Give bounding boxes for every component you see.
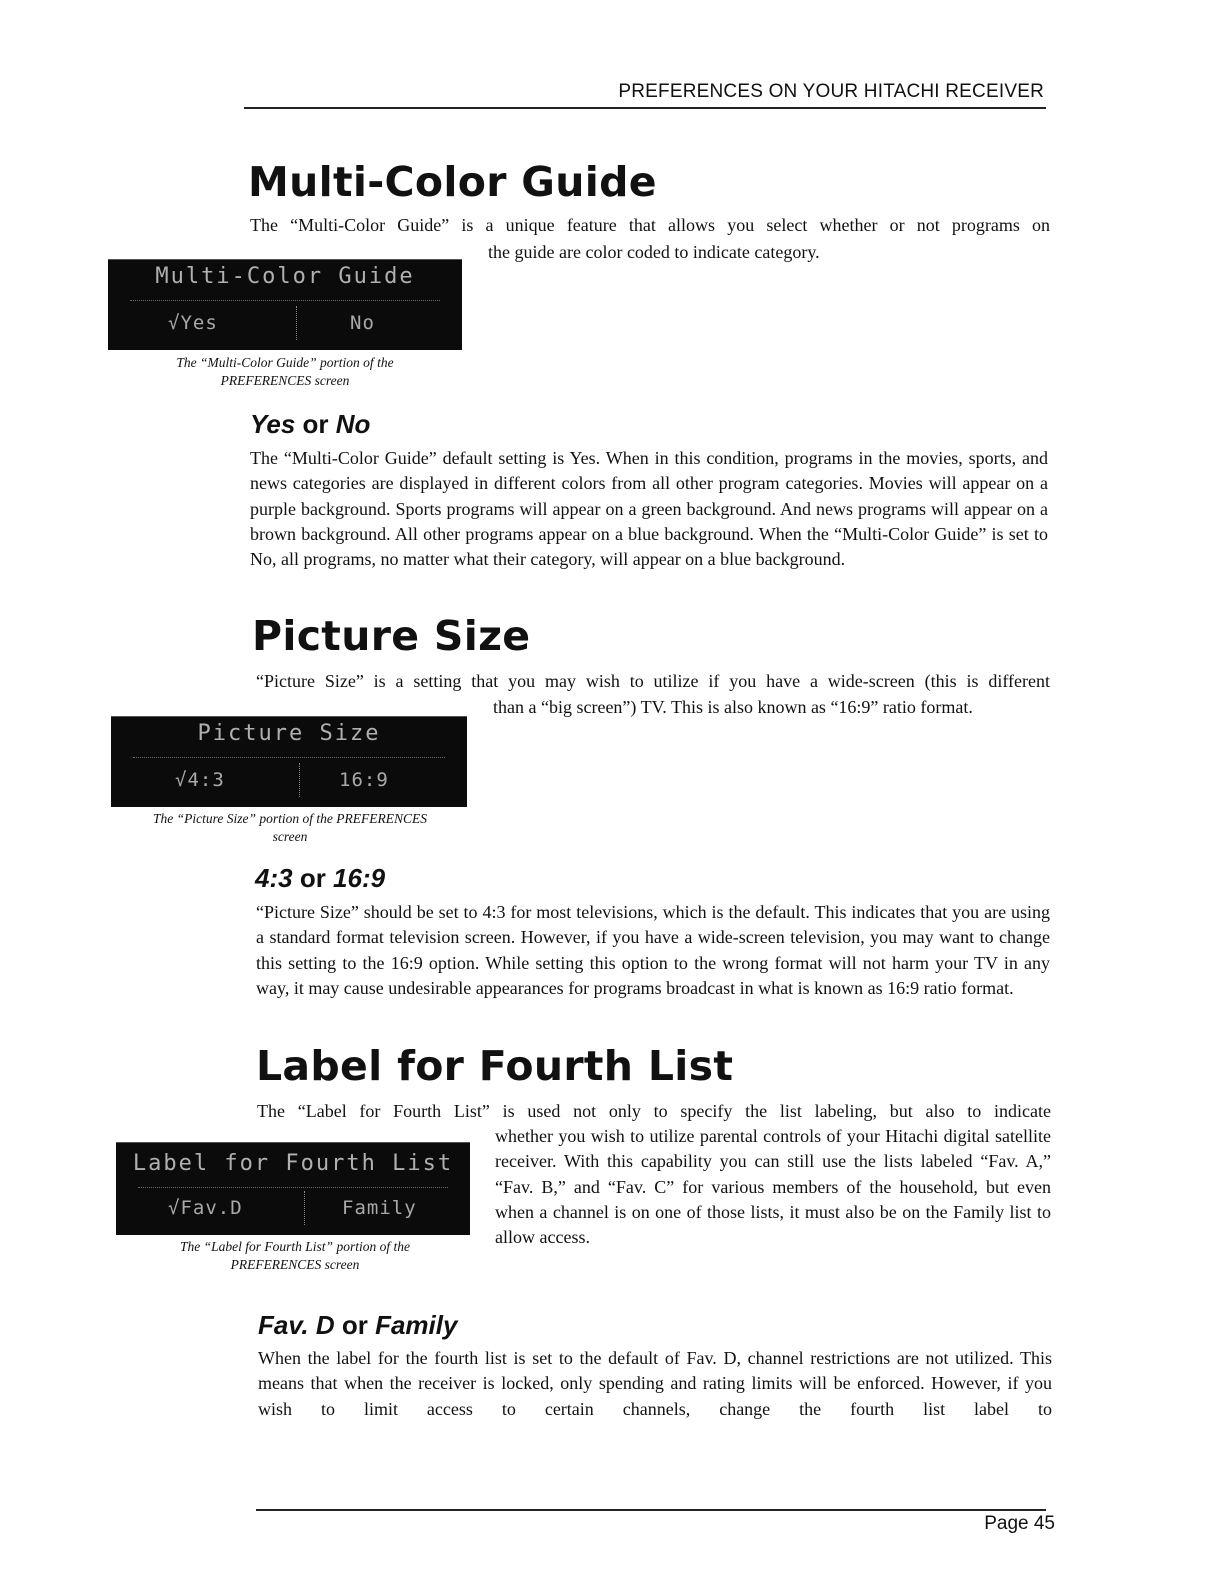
picturesize-caption-line2: screen	[272, 829, 308, 844]
multicolor-caption-line2: PREFERENCES screen	[220, 373, 350, 388]
osd-title: Multi-Color Guide	[155, 264, 415, 289]
section-title-multicolor-guide: Multi-Color Guide	[248, 158, 657, 206]
fourthlist-caption-line2: PREFERENCES screen	[230, 1257, 360, 1272]
fourthlist-caption-line1: The “Label for Fourth List” portion of the	[180, 1239, 410, 1254]
fourthlist-intro-rest: whether you wish to utilize parental controls of your Hitachi digital satellite receiver. With this capability you can still use the lists labeled “Fav. A,” “Fav. B,” and “Fav. C” for various members of the household, but even when a channel is on one of those lists, it must also be on the Family list to allow access.	[495, 1126, 1051, 1248]
subheading-option-b: Family	[375, 1310, 458, 1340]
label-fourth-list-osd-panel	[116, 1142, 470, 1235]
section-title-picture-size: Picture Size	[252, 612, 531, 660]
multicolor-intro-line2: the guide are color coded to indicate category.	[488, 242, 820, 262]
subheading-yes-or-no	[250, 408, 370, 440]
running-head: PREFERENCES ON YOUR HITACHI RECEIVER	[618, 81, 1044, 102]
osd-option-yes[interactable]: √Yes	[168, 312, 218, 334]
subheading-fav-d-or-family	[258, 1309, 457, 1341]
osd-title: Picture Size	[197, 721, 381, 746]
subheading-option-a: Yes	[250, 409, 296, 439]
subheading-or: or	[302, 409, 329, 439]
page-number: Page 45	[984, 1513, 1055, 1534]
subheading-or: or	[299, 863, 326, 893]
osd-option-fav-d[interactable]: √Fav.D	[168, 1197, 243, 1219]
osd-option-divider	[304, 1191, 305, 1225]
osd-title: Label for Fourth List	[132, 1151, 454, 1176]
osd-option-no[interactable]: No	[350, 312, 375, 334]
subheading-option-a: 4:3	[255, 863, 293, 893]
osd-option-divider	[296, 306, 297, 340]
section-title-label-fourth-list: Label for Fourth List	[256, 1042, 734, 1090]
osd-row-divider	[133, 757, 445, 758]
osd-row-divider	[138, 1187, 448, 1188]
subheading-option-b: 16:9	[333, 863, 386, 893]
fourthlist-body: When the label for the fourth list is set to the default of Fav. D, channel restrictions are not utilized. This means that when the receiver is locked, only spending and rating limits will be enforced. However, if you wish to limit access to certain channels, change the fourth list label to	[258, 1348, 1052, 1419]
multicolor-body: The “Multi-Color Guide” default setting is Yes. When in this condition, programs in the movies, sports, and news categories are displayed in different colors from all other program categories. Movies will appear on a purple background. Sports programs will appear on a green background. And news programs will appear on a brown background. All other programs appear on a blue background. When the “Multi-Color Guide” is set to No, all programs, no matter what their category, will appear on a blue background.	[250, 448, 1048, 570]
footer-rule	[256, 1509, 1046, 1511]
osd-option-16-9[interactable]: 16:9	[339, 769, 389, 791]
osd-option-4-3[interactable]: √4:3	[175, 769, 225, 791]
picturesize-body: “Picture Size” should be set to 4:3 for most televisions, which is the default. This indicates that you are using a standard format television screen. However, if you have a wide-screen television, you may want to change this setting to the 16:9 option. While setting this option to the wrong format will not harm your TV in any way, it may cause undesirable appearances for programs broadcast in what is known as 16:9 ratio format.	[256, 902, 1050, 998]
fourthlist-intro-line1: The “Label for Fourth List” is used not only to specify the list labeling, but also to indicate	[257, 1101, 1051, 1121]
multicolor-guide-osd-panel	[108, 259, 462, 350]
picturesize-intro-line2: than a “big screen”) TV. This is also known as “16:9” ratio format.	[493, 697, 973, 717]
subheading-4-3-or-16-9	[255, 862, 385, 894]
subheading-or: or	[341, 1310, 368, 1340]
picturesize-caption-line1: The “Picture Size” portion of the PREFERENCES	[153, 811, 427, 826]
multicolor-caption-line1: The “Multi-Color Guide” portion of the	[176, 355, 394, 370]
picture-size-osd-panel	[111, 716, 467, 807]
multicolor-intro-line1: The “Multi-Color Guide” is a unique feature that allows you select whether or not programs on	[250, 215, 1050, 235]
osd-row-divider	[130, 300, 440, 301]
header-rule	[244, 107, 1046, 109]
subheading-option-a: Fav. D	[258, 1310, 335, 1340]
osd-option-family[interactable]: Family	[342, 1197, 417, 1219]
osd-option-divider	[299, 763, 300, 797]
subheading-option-b: No	[335, 409, 371, 439]
picturesize-intro-line1: “Picture Size” is a setting that you may wish to utilize if you have a wide-screen (this is different	[256, 671, 1050, 691]
